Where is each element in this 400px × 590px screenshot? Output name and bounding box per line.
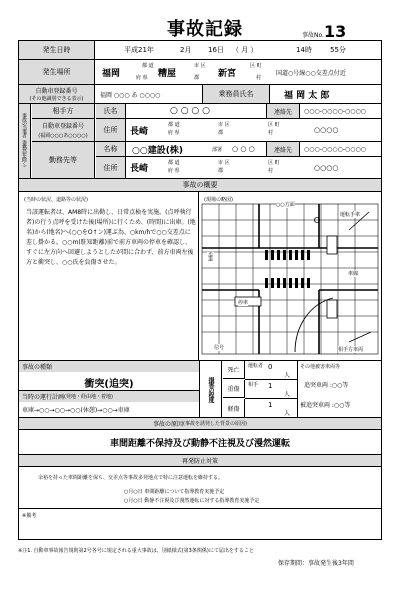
prevention-line2: ○月○日 車間距離について指導教育実施予定 bbox=[124, 489, 225, 495]
place-city-unit-bottom: 郡 bbox=[194, 75, 200, 81]
diagram-note-lane: 車線 bbox=[348, 271, 359, 277]
cause-heading: 事故の原因 bbox=[153, 421, 184, 428]
work-contact-value: ○○○-○○○○-○○○○ bbox=[304, 145, 366, 153]
kind-value: 衝突(追突) bbox=[84, 378, 134, 390]
party-name-value: ○ ○ ○ ○ bbox=[170, 106, 210, 116]
diagram-label: (現場の略図) bbox=[204, 197, 233, 203]
party-name-label: 氏名 bbox=[96, 104, 126, 118]
work-addr-unit3: 区 町 村 bbox=[268, 160, 280, 174]
place-city-unit-top: 市 区 bbox=[194, 63, 206, 69]
diagram-note-direction: ○○方面 bbox=[276, 202, 295, 208]
summary-text: 当該運転者は、AM8時に出勤し、日常点検を実施。(点呼執行者)の行う点呼を受けた後(場所)に行くため、(時間)に出庫。(地名)から(地名)へ(○○をO↑ン)運ぶ為、○km/hで○○交差点に差し掛かる。○○m(駐知距離)前で前方車両の停車を確認し、すぐに左方向へ回避しようとしたが間に合わず、前方車両左後方と衝突し、○○氏を負傷させた。 bbox=[26, 209, 196, 266]
summary-heading: 事故の概要 bbox=[19, 179, 381, 191]
accident-number-value: 13 bbox=[323, 21, 347, 41]
date-hour: 14時 bbox=[296, 46, 312, 54]
route-sub: (発地・経由地・着地) bbox=[64, 394, 113, 400]
damage-row-death-value: 0 bbox=[268, 363, 273, 371]
date-month: 2月 bbox=[180, 46, 192, 54]
party-reg-sub: (福岡○○○あ○○○○) bbox=[38, 132, 88, 139]
place-pref-unit-top: 都 道 bbox=[142, 63, 154, 69]
damage-row-serious-value: 1 bbox=[268, 382, 273, 390]
cause-heading-cell bbox=[19, 418, 381, 429]
vehicle-label-cell bbox=[19, 85, 95, 103]
crew-label: 乗務員氏名 bbox=[202, 85, 270, 103]
damage-row-light-value: 1 bbox=[268, 401, 273, 409]
place-town-unit-bottom: 村 bbox=[256, 75, 262, 81]
work-addr-pref: 長崎 bbox=[130, 164, 149, 174]
damage-row-light-unit: 人 bbox=[284, 410, 291, 417]
remarks-label: ※備考 bbox=[22, 513, 37, 519]
party-contact-value: ○○○-○○○○-○○○○ bbox=[304, 107, 366, 115]
summary-sub-left: (当時の状況、道路等の状況) bbox=[24, 197, 88, 203]
party-side-label-cell bbox=[19, 104, 31, 178]
date-minute: 55分 bbox=[330, 46, 346, 54]
route-value: 車庫→○○→○○→○○(休憩)→○○→車庫 bbox=[22, 406, 130, 414]
party-reg-cell bbox=[32, 119, 95, 141]
place-detail: 国道○号線○○交差点付近 bbox=[276, 69, 346, 77]
work-label: 勤務先等 bbox=[32, 142, 95, 178]
accident-number-label: 事故No. bbox=[302, 31, 324, 39]
damage-row-serious-note: 相手 bbox=[248, 382, 259, 388]
party-addr-unit1: 都 道 府 県 bbox=[168, 122, 180, 136]
party-addr-pref: 長崎 bbox=[130, 126, 149, 137]
page-title: 事故記録 bbox=[167, 19, 243, 40]
damage-hit-car: 追突車両 :○○等 bbox=[304, 382, 349, 389]
work-person: ○ ○ ○ bbox=[232, 145, 255, 153]
damage-hurt-car: 被追突車両 :○○等 bbox=[300, 402, 351, 409]
route-label: 当時の運行計画 bbox=[22, 394, 65, 401]
place-label: 発生場所 bbox=[19, 60, 95, 84]
party-side-label: 事故の当事者（乗務員を除く） bbox=[21, 113, 27, 169]
damage-label: 損害の程度 bbox=[207, 376, 214, 402]
place-city: 糟屋 bbox=[158, 68, 177, 79]
cause-heading-sub: (事故を誘発した背景の原因) bbox=[183, 421, 247, 427]
diagram-note-other-car: 相手方車両 bbox=[338, 347, 364, 353]
crew-name: 福 岡 太 郎 bbox=[284, 90, 330, 101]
work-addr-num: ○○○○ bbox=[314, 163, 339, 172]
date-year: 平成21年 bbox=[124, 46, 154, 54]
footer-retention: 保存期間：事故発生後3年間 bbox=[278, 560, 354, 567]
kind-label: 事故の種類 bbox=[19, 361, 199, 372]
damage-row-death-label: 死亡 bbox=[223, 361, 245, 379]
cause-value: 車間距離不保持及び動静不注視及び漫然運転 bbox=[109, 438, 290, 449]
party-label: 相手方 bbox=[32, 104, 95, 118]
damage-other-label: その他被害車両等 bbox=[300, 364, 341, 370]
damage-row-death-unit: 人 bbox=[284, 372, 291, 379]
damage-label-cell bbox=[200, 361, 222, 417]
vehicle-sublabel: (その他識別できる表示) bbox=[29, 96, 84, 102]
damage-row-light-label: 軽傷 bbox=[223, 399, 245, 417]
diagram-note-signal: 信号 bbox=[214, 345, 225, 351]
accident-number bbox=[302, 22, 346, 40]
party-addr-unit3: 区 町 村 bbox=[268, 122, 280, 136]
diagram-note-driver: 運転手車 bbox=[340, 212, 361, 218]
date-weekday: （ 月 ） bbox=[232, 46, 258, 54]
diagram-note-sidewalk: 歩道 bbox=[207, 252, 213, 260]
damage-row-death-note: 運転者 bbox=[248, 363, 264, 369]
diagram-note-stop: 停車 bbox=[238, 300, 249, 306]
prevention-line1: 余裕を持った車間距離を保ち、交差点等事故多発地点で特に注意運転を維持する。 bbox=[38, 475, 224, 481]
vehicle-number: 福岡 ○○○ あ ○○○○ bbox=[100, 91, 161, 99]
route-label-cell bbox=[19, 391, 199, 402]
footer-note: ※注1. 自動車事故報告規則第2号各号に規定される重大事故は、別紙様式(第3条関係)にて届出をすること bbox=[18, 548, 254, 554]
place-town: 新宮 bbox=[218, 68, 237, 79]
party-addr-unit2: 市 区 郡 bbox=[218, 122, 230, 136]
date-day: 16日 bbox=[208, 46, 224, 54]
damage-row-serious-unit: 人 bbox=[284, 391, 291, 398]
work-addr-label: 住所 bbox=[96, 157, 126, 178]
vehicle-label: 自動車登録番号 bbox=[35, 87, 78, 95]
work-name-label: 名称 bbox=[96, 142, 126, 156]
place-town-unit-top: 区 町 bbox=[250, 63, 262, 69]
work-addr-unit1: 都 道 府 県 bbox=[168, 160, 180, 174]
place-pref: 福岡 bbox=[102, 68, 121, 79]
party-contact-label: 連絡先 bbox=[266, 104, 300, 118]
work-name-value: ○○建設(株) bbox=[132, 145, 183, 156]
date-label: 発生日時 bbox=[19, 41, 95, 59]
work-contact-label: 連絡先 bbox=[266, 142, 300, 156]
damage-row-serious-label: 重傷 bbox=[223, 380, 245, 398]
place-pref-unit-bottom: 府 県 bbox=[136, 75, 148, 81]
party-reg-label: 自動車登録番号 bbox=[41, 122, 84, 130]
work-addr-unit2: 市 区 郡 bbox=[218, 160, 230, 174]
work-unit: 部署 bbox=[212, 147, 223, 153]
party-addr-label: 住所 bbox=[96, 119, 126, 141]
prevention-line3: ○月○日 動静不注視及び漫然運転に対する指導教育実施予定 bbox=[124, 498, 260, 504]
prevention-heading: 再発防止対策 bbox=[19, 455, 381, 466]
party-addr-num: ○○○○ bbox=[314, 126, 339, 134]
